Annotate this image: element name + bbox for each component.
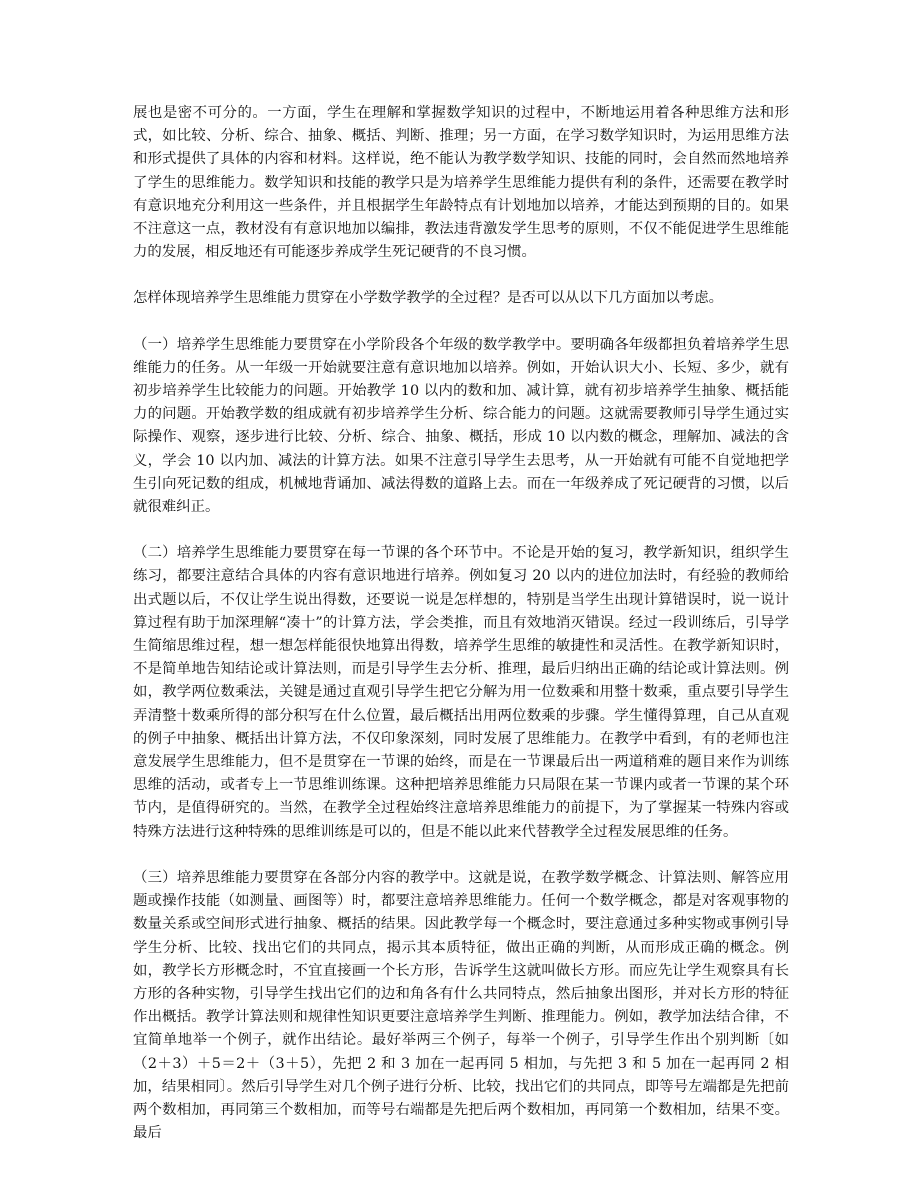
paragraph-intro: 展也是密不可分的。一方面，学生在理解和掌握数学知识的过程中，不断地运用着各种思维方法和形式，如比较、分析、综合、抽象、概括、判断、推理；另一方面，在学习数学知识时，为运用思维方法和形式提供了具体的内容和材料。这样说，绝不能认为教学数学知识、技能的同时，会自然而然地培养了学生的思维能力。数学知识和技能的教学只是为培养学生思维能力提供有利的条件，还需要在教学时有意识地充分利用这一些条件，并且根据学生年龄特点有计划地加以培养，才能达到预期的目的。如果不注意这一点，教材没有有意识地加以编排，教法违背激发学生思考的原则，不仅不能促进学生思维能力的发展，相反地还有可能逐步养成学生死记硬背的不良习惯。 bbox=[133, 105, 789, 261]
paragraph-section-1: （一）培养学生思维能力要贯穿在小学阶段各个年级的数学教学中。要明确各年级都担负着培养学生思维能力的任务。从一年级一开始就要注意有意识地加以培养。例如，开始认识大小、长短、多少，就有初步培养学生比较能力的问题。开始教学 10 以内的数和加、减计算，就有初步培养学生抽象、概括能力的问题。开始教学数的组成就有初步培养学生分析、综合能力的问题。这就需要教师引导学生通过实际操作、观察，逐步进行比较、分析、综合、抽象、概括，形成 10 以内数的概念，理解加、减法的含义，学会 10 以内加、减法的计算方法。如果不注意引导学生去思考，从一开始就有可能不自觉地把学生引向死记数的组成，机械地背诵加、减法得数的道路上去。而在一年级养成了死记硬背的习惯，以后就很难纠正。 bbox=[133, 336, 789, 516]
paragraph-question: 怎样体现培养学生思维能力贯穿在小学数学教学的全过程？是否可以从以下几方面加以考虑。 bbox=[133, 290, 724, 307]
paragraph-section-3: （三）培养思维能力要贯穿在各部分内容的教学中。这就是说，在教学数学概念、计算法则、解答应用题或操作技能（如测量、画图等）时，都要注意培养思维能力。任何一个数学概念，都是对客观事物的数量关系或空间形式进行抽象、概括的结果。因此教学每一个概念时，要注意通过多种实物或事例引导学生分析、比较、找出它们的共同点，揭示其本质特征，做出正确的判断，从而形成正确的概念。例如，教学长方形概念时，不宜直接画一个长方形，告诉学生这就叫做长方形。而应先让学生观察具有长方形的各种实物，引导学生找出它们的边和角各有什么共同特点，然后抽象出图形，并对长方形的特征作出概括。教学计算法则和规律性知识更要注意培养学生判断、推理能力。例如，教学加法结合律，不宜简单地举一个例子，就作出结论。最好举两三个例子，每举一个例子，引导学生作出个别判断〔如（2＋3）＋5＝2＋（3＋5），先把 2 和 3 加在一起再同 5 相加，与先把 3 和 5 加在一起再同 2 相加，结果相同〕。然后引导学生对几个例子进行分析、比较，找出它们的共同点，即等号左端都是先把前两个数相加，再同第三个数相加，而等号右端都是先把后两个数相加，再同第一个数相加，结果不变。最后 bbox=[133, 869, 789, 1142]
paragraph-section-2: （二）培养学生思维能力要贯穿在每一节课的各个环节中。不论是开始的复习，教学新知识，组织学生练习，都要注意结合具体的内容有意识地进行培养。例如复习 20 以内的进位加法时，有经验的教师给出式题以后，不仅让学生说出得数，还要说一说是怎样想的，特别是当学生出现计算错误时，说一说计算过程有助于加深理解“凑十”的计算方法，学会类推，而且有效地消灭错误。经过一段训练后，引导学生简缩思维过程，想一想怎样能很快地算出得数，培养学生思维的敏捷性和灵活性。在教学新知识时，不是简单地告知结论或计算法则，而是引导学生去分析、推理，最后归纳出正确的结论或计算法则。例如，教学两位数乘法，关键是通过直观引导学生把它分解为用一位数乘和用整十数乘，重点要引导学生弄清整十数乘所得的部分积写在什么位置，最后概括出用两位数乘的步骤。学生懂得算理，自己从直观的例子中抽象、概括出计算方法，不仅印象深刻，同时发展了思维能力。在教学中看到，有的老师也注意发展学生思维能力，但不是贯穿在一节课的始终，而是在一节课最后出一两道稍难的题目来作为训练思维的活动，或者专上一节思维训练课。这种把培养思维能力只局限在某一节课内或者一节课的某个环节内，是值得研究的。当然，在教学全过程始终注意培养思维能力的前提下，为了掌握某一特殊内容或特殊方法进行这种特殊的思维训练是可以的，但是不能以此来代替教学全过程发展思维的任务。 bbox=[133, 545, 789, 840]
document-body bbox=[133, 102, 789, 1145]
